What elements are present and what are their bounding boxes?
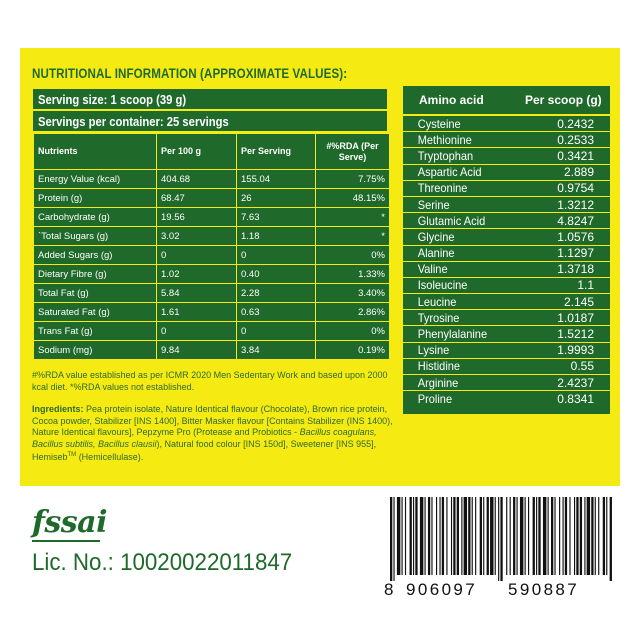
nutrient-row (34, 265, 390, 284)
amino-name: Proline (417, 392, 453, 407)
amino-name: Glutamic Acid (417, 213, 486, 228)
amino-rows (403, 116, 610, 407)
amino-value: 2.4237 (557, 375, 594, 390)
amino-value: 1.0187 (557, 310, 594, 325)
ingredients-label: Ingredients: (32, 404, 84, 414)
barcode-right-group: 590887 (508, 580, 580, 599)
nutrient-per-100g: 5.84 (157, 284, 237, 303)
barcode-bar (595, 497, 596, 575)
barcode-bar (405, 497, 406, 575)
amino-value: 4.8247 (557, 213, 594, 228)
barcode-bar (487, 497, 489, 575)
nutrient-per-100g: 404.68 (157, 170, 237, 189)
barcode-bar (472, 497, 473, 575)
amino-name: Aspartic Acid (417, 165, 482, 180)
barcode-bar (510, 497, 511, 575)
nutrient-row (34, 322, 390, 341)
nutrient-rda: 3.40% (316, 284, 390, 303)
barcode-bar (468, 497, 470, 575)
amino-name: Tryptophan (417, 148, 474, 163)
barcode-bar (397, 497, 400, 575)
barcode-bar (565, 497, 567, 575)
barcode-bar (500, 497, 502, 581)
barcode-bar (548, 497, 549, 575)
ingredients-block (32, 404, 394, 464)
amino-name: Cysteine (417, 116, 461, 131)
barcode-bar (453, 497, 455, 575)
barcode-bar (498, 497, 499, 581)
barcode-bar (464, 497, 467, 575)
nutrient-per-serving: 26 (237, 189, 316, 208)
nutrient-name: Added Sugars (g) (34, 246, 157, 265)
amino-row (403, 359, 610, 375)
amino-name: Phenylalanine (417, 327, 488, 342)
nutrient-row (34, 341, 390, 360)
amino-header-row (403, 86, 610, 116)
amino-value: 1.9993 (557, 343, 594, 358)
barcode-bar (402, 497, 403, 575)
amino-row (403, 294, 610, 310)
header-rda: #%RDA (Per Serve) (316, 134, 390, 170)
barcode-first-digit: 8 (384, 580, 394, 599)
nutrient-per-100g: 68.47 (157, 189, 237, 208)
barcode-bar (495, 497, 496, 575)
barcode-bar (461, 497, 462, 575)
barcode-bar (457, 497, 459, 575)
nutrition-title: NUTRITIONAL INFORMATION (APPROXIMATE VALUES): (32, 66, 348, 81)
barcode-bar (536, 497, 537, 575)
barcode-bar (475, 497, 476, 575)
nutrient-name: Carbohydrate (g) (34, 208, 157, 227)
amino-row (403, 310, 610, 326)
ingredients-probiotics: Bacillus coagulans, Bacillus subtilis, Bacillus clausii (32, 427, 377, 449)
amino-value: 1.1 (577, 278, 594, 293)
amino-name: Valine (417, 262, 448, 277)
license-number: Lic. No.: 10020022011847 (32, 549, 293, 576)
amino-value: 0.9754 (557, 181, 594, 196)
serving-size-bar (33, 89, 387, 111)
nutrient-per-serving: 0.63 (237, 303, 316, 322)
header-nutrients: Nutrients (34, 134, 157, 170)
amino-row (403, 148, 610, 164)
nutrient-name: Energy Value (kcal) (34, 170, 157, 189)
amino-name: Serine (417, 197, 450, 212)
amino-row (403, 262, 610, 278)
barcode-bar (393, 497, 394, 581)
barcode-bar (598, 497, 599, 575)
amino-name: Alanine (417, 246, 455, 261)
nutrient-per-serving: 0.40 (237, 265, 316, 284)
amino-name: Tyrosine (417, 310, 460, 325)
header-per-serving: Per Serving (237, 134, 316, 170)
amino-row (403, 229, 610, 245)
barcode-left-group: 906097 (406, 580, 478, 599)
nutrient-rda: 7.75% (316, 170, 390, 189)
amino-value: 1.0576 (557, 229, 594, 244)
amino-value: 2.889 (563, 165, 594, 180)
amino-name: Arginine (417, 375, 459, 390)
barcode-bar (606, 497, 607, 575)
nutrient-rda: * (316, 208, 390, 227)
barcode-bar (420, 497, 423, 575)
barcode-bar (413, 497, 414, 575)
nutrient-rda: 2.86% (316, 303, 390, 322)
barcode-bar (506, 497, 507, 575)
barcode-bar (591, 497, 593, 575)
amino-value: 0.2432 (557, 116, 594, 131)
barcode-bar (517, 497, 518, 575)
nutrient-name: Dietary Fibre (g) (34, 265, 157, 284)
nutrient-rda: 48.15% (316, 189, 390, 208)
nutrient-name: Trans Fat (g) (34, 322, 157, 341)
nutrient-per-serving: 2.28 (237, 284, 316, 303)
nutrient-per-100g: 0 (157, 246, 237, 265)
nutrient-rda: 0.19% (316, 341, 390, 360)
amino-row (403, 213, 610, 229)
amino-value: 1.5212 (557, 327, 594, 342)
nutrient-per-serving: 155.04 (237, 170, 316, 189)
amino-row (403, 375, 610, 391)
nutrient-rda: * (316, 227, 390, 246)
barcode-bar (543, 497, 546, 575)
nutrient-header-row (34, 134, 390, 170)
amino-name: Histidine (417, 359, 461, 374)
barcode-bar (483, 497, 484, 575)
nutrient-per-100g: 3.02 (157, 227, 237, 246)
amino-row (403, 116, 610, 132)
barcode-bar (584, 497, 585, 575)
amino-row (403, 391, 610, 407)
barcode-bar (569, 497, 570, 575)
amino-value: 1.3718 (557, 262, 594, 277)
amino-value: 0.3421 (557, 148, 594, 163)
barcode-bar (538, 497, 540, 575)
fssai-logo: fssai (32, 505, 108, 540)
servings-per-container-bar (33, 111, 387, 133)
barcode-bar (563, 497, 564, 575)
barcode-bar (513, 497, 515, 575)
nutrient-per-100g: 19.56 (157, 208, 237, 227)
nutrient-per-100g: 1.02 (157, 265, 237, 284)
nutrient-name: `Total Sugars (g) (34, 227, 157, 246)
nutrient-name: Total Fat (g) (34, 284, 157, 303)
nutrient-row (34, 303, 390, 322)
barcode-bar (528, 497, 529, 575)
nutrient-grid (33, 133, 390, 360)
nutrient-rda: 0% (316, 322, 390, 341)
barcode-bar (580, 497, 582, 575)
barcode-bar (410, 497, 412, 575)
nutrient-per-100g: 0 (157, 322, 237, 341)
barcode-bar (610, 497, 612, 581)
servings-per-container-text: Servings per container: 25 servings (38, 115, 229, 129)
amino-row (403, 132, 610, 148)
nutrient-per-serving: 0 (237, 322, 316, 341)
amino-name: Isoleucine (417, 278, 468, 293)
ingredients-text-1: Pea protein isolate, Nature Identical flavour (Chocolate), Brown rice protein, Cocoa powder, Stabilizer [INS 1400], Bitter Masker flavour [Contains Stabilizer (INS 1400), Nature Identical flavours], Pepzyme Pro (Protease and Probiotics - (32, 404, 393, 437)
rda-footnote: #%RDA value established as per ICMR 2020 Men Sedentary Work and based upon 2000 kcal diet. *%RDA values not established. (32, 370, 388, 392)
barcode-bar (390, 497, 392, 581)
barcode-bar (587, 497, 590, 575)
nutrient-per-100g: 9.84 (157, 341, 237, 360)
barcode-bar (574, 497, 575, 575)
amino-row (403, 181, 610, 197)
nutrient-name: Sodium (mg) (34, 341, 157, 360)
amino-row (403, 326, 610, 342)
nutrition-table (32, 88, 388, 361)
barcode-bar (559, 497, 560, 575)
barcode-bar (431, 497, 432, 575)
nutrient-name: Saturated Fat (g) (34, 303, 157, 322)
ingredients-text-3: (Hemicellulase). (76, 452, 144, 462)
barcode-bar (451, 497, 452, 575)
barcode-bar (480, 497, 482, 575)
amino-row (403, 343, 610, 359)
amino-value: 0.2533 (557, 132, 594, 147)
barcode-icon (388, 497, 614, 581)
barcode-bar (603, 497, 605, 575)
amino-value: 2.145 (563, 294, 594, 309)
barcode-bar (554, 497, 555, 575)
amino-row (403, 246, 610, 262)
ingredients-text-2: ), Natural food colour [INS 150d], Sweetener [INS 955], Hemiseb (32, 438, 377, 462)
serving-size-text: Serving size: 1 scoop (39 g) (38, 93, 187, 107)
amino-row (403, 165, 610, 181)
nutrient-row (34, 189, 390, 208)
trademark-mark: TM (67, 452, 77, 458)
nutrient-rda: 1.33% (316, 265, 390, 284)
nutrient-row (34, 227, 390, 246)
barcode-bar (520, 497, 523, 575)
nutrient-per-100g: 1.61 (157, 303, 237, 322)
nutrient-per-serving: 0 (237, 246, 316, 265)
barcode-bar (446, 497, 447, 575)
header-per-100g: Per 100 g (157, 134, 237, 170)
barcode-bar (551, 497, 553, 575)
amino-name: Glycine (417, 229, 455, 244)
nutrient-name: Protein (g) (34, 189, 157, 208)
amino-value: 1.1297 (557, 246, 594, 261)
barcode-bar (436, 497, 437, 575)
barcode-bar (576, 497, 578, 575)
nutrient-row (34, 208, 390, 227)
nutrient-per-serving: 7.63 (237, 208, 316, 227)
amino-row (403, 278, 610, 294)
barcode-bar (415, 497, 417, 575)
barcode-bar (425, 497, 426, 575)
amino-header-name: Amino acid (419, 93, 484, 107)
amino-value: 0.55 (570, 359, 594, 374)
barcode-bar (428, 497, 430, 575)
amino-name: Methionine (417, 132, 472, 147)
amino-value: 1.3212 (557, 197, 594, 212)
amino-name: Threonine (417, 181, 468, 196)
nutrient-row (34, 246, 390, 265)
barcode-bar (525, 497, 526, 575)
amino-value: 0.8341 (557, 392, 594, 407)
nutrient-row (34, 170, 390, 189)
barcode-bar (533, 497, 535, 575)
amino-name: Leucine (417, 294, 457, 309)
nutrient-row (34, 284, 390, 303)
barcode-bar (490, 497, 493, 575)
amino-acid-table (403, 86, 610, 414)
nutrient-per-serving: 1.18 (237, 227, 316, 246)
amino-row (403, 197, 610, 213)
nutrient-rda: 0% (316, 246, 390, 265)
fssai-logo-underline (32, 540, 100, 542)
barcode-bar (442, 497, 444, 575)
amino-header-value: Per scoop (g) (525, 93, 602, 107)
barcode-bar (439, 497, 440, 575)
amino-name: Lysine (417, 343, 450, 358)
nutrient-per-serving: 3.84 (237, 341, 316, 360)
